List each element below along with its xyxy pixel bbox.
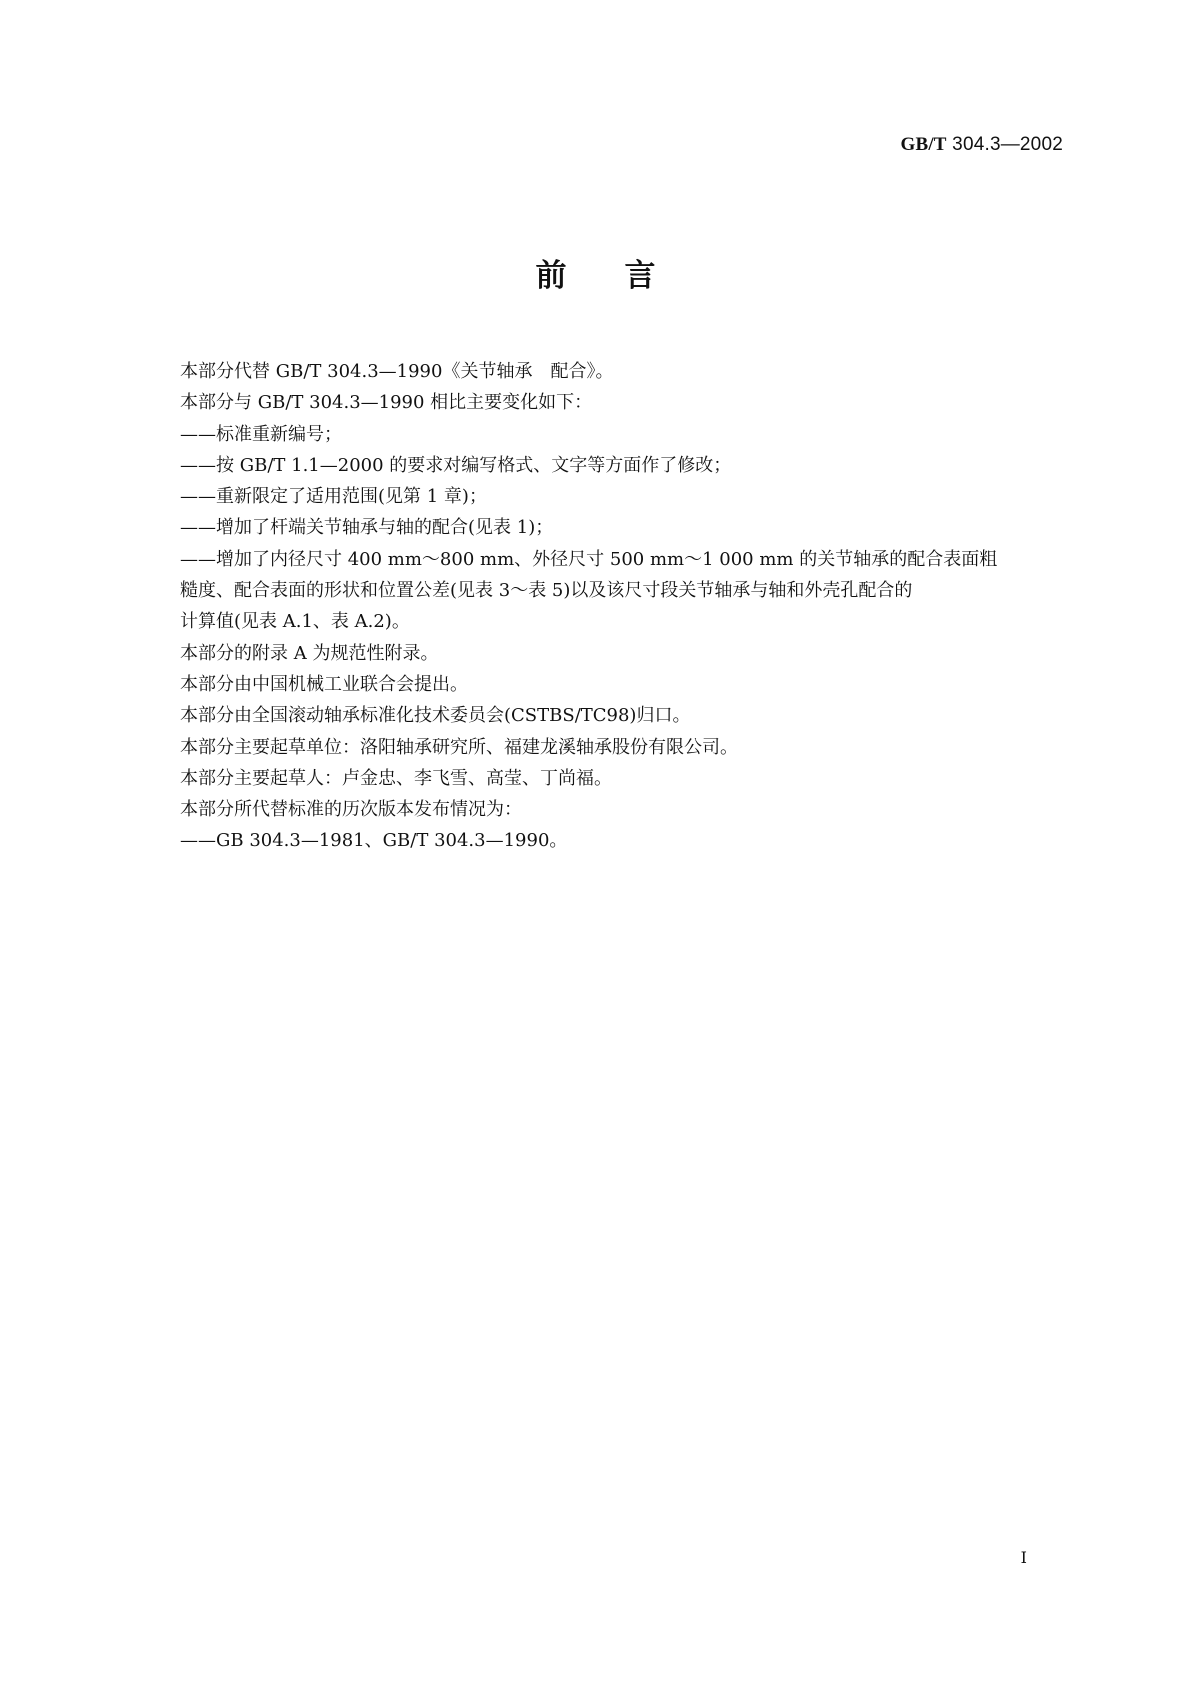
change-item — [180, 419, 1070, 450]
paragraph-drafters: 本部分主要起草人：卢金忠、李飞雪、高莹、丁尚福。 — [180, 767, 612, 789]
foreword-body — [180, 356, 1070, 857]
dash-mark: —— — [180, 423, 216, 445]
paragraph-drafting-units: 本部分主要起草单位：洛阳轴承研究所、福建龙溪轴承股份有限公司。 — [180, 736, 738, 758]
change-text: 增加了杆端关节轴承与轴的配合(见表 1)； — [216, 517, 554, 539]
change-text: 标准重新编号； — [216, 423, 342, 445]
paragraph-replaces: 本部分代替 GB/T 304.3—1990《关节轴承 配合》。 — [180, 361, 614, 382]
change-text-line: 增加了内径尺寸 400 mm～800 mm、外径尺寸 500 mm～1 000 mm 的关节轴承的配合表面粗 — [216, 548, 998, 570]
dash-mark: —— — [180, 548, 216, 570]
paragraph-history-intro: 本部分所代替标准的历次版本发布情况为： — [180, 799, 522, 821]
change-text-line: 糙度、配合表面的形状和位置公差(见表 3～表 5)以及该尺寸段关节轴承与轴和外壳孔配合的 — [180, 580, 913, 602]
dash-mark: —— — [180, 454, 216, 476]
paragraph-changes-intro: 本部分与 GB/T 304.3—1990 相比主要变化如下： — [180, 392, 593, 414]
change-text-line: 计算值(见表 A.1、表 A.2)。 — [180, 611, 410, 633]
dash-mark: —— — [180, 830, 216, 852]
change-item — [180, 512, 1070, 543]
paragraph-proposed-by: 本部分由中国机械工业联合会提出。 — [180, 673, 468, 695]
page-number: I — [1020, 1548, 1027, 1567]
change-item — [180, 481, 1070, 512]
standard-prefix: GB/T — [900, 134, 947, 155]
history-item — [180, 825, 1070, 856]
paragraph-under-jurisdiction: 本部分由全国滚动轴承标准化技术委员会(CSTBS/TC98)归口。 — [180, 705, 691, 727]
dash-mark: —— — [180, 517, 216, 539]
standard-code: 304.3—2002 — [952, 134, 1063, 155]
paragraph-annex: 本部分的附录 A 为规范性附录。 — [180, 642, 439, 664]
page-title: 前言 — [535, 258, 714, 294]
history-text: GB 304.3—1981、GB/T 304.3—1990。 — [216, 830, 568, 852]
standard-number — [900, 134, 1063, 156]
change-text: 按 GB/T 1.1—2000 的要求对编写格式、文字等方面作了修改； — [216, 454, 732, 476]
change-item — [180, 450, 1070, 481]
change-item — [180, 544, 1070, 638]
change-text: 重新限定了适用范围(见第 1 章)； — [216, 486, 487, 508]
dash-mark: —— — [180, 486, 216, 508]
